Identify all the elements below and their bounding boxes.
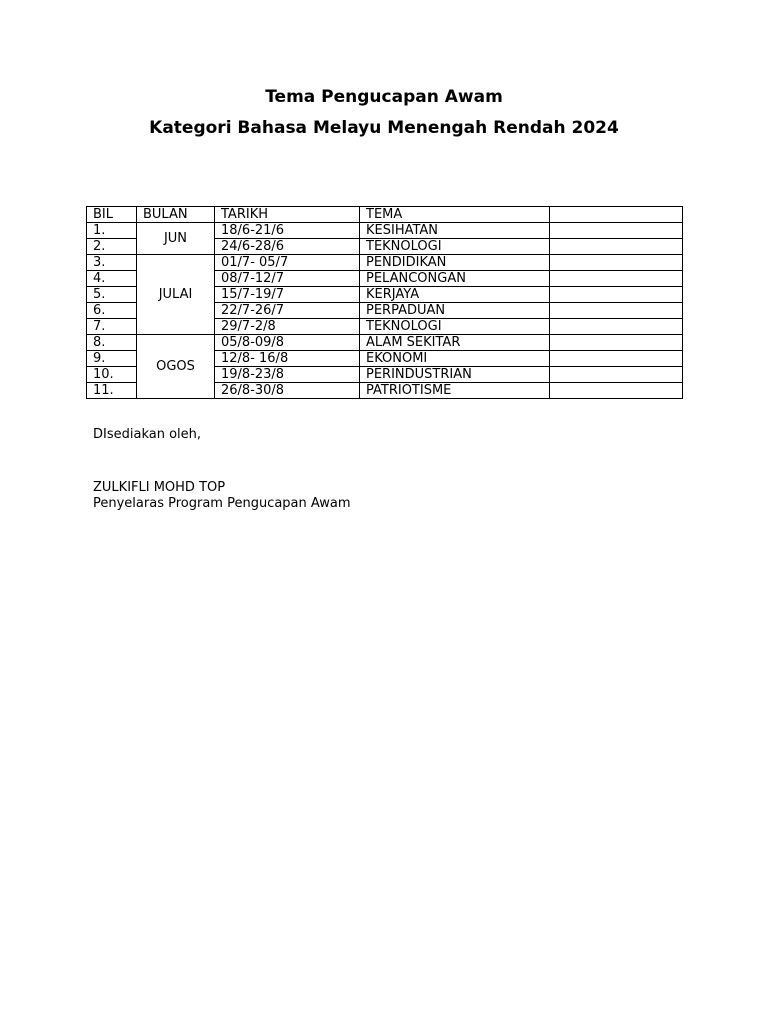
cell-bil: 11. <box>87 383 137 399</box>
header-bulan: BULAN <box>137 207 215 223</box>
document-title: Tema Pengucapan Awam <box>265 87 503 107</box>
cell-bil: 10. <box>87 367 137 383</box>
cell-blank <box>550 223 683 239</box>
cell-month-jun: JUN <box>137 223 215 255</box>
cell-bil: 5. <box>87 287 137 303</box>
signer-role: Penyelaras Program Pengucapan Awam <box>93 496 351 511</box>
cell-bil: 7. <box>87 319 137 335</box>
header-tarikh: TARIKH <box>215 207 360 223</box>
cell-tema: TEKNOLOGI <box>360 319 550 335</box>
cell-blank <box>550 303 683 319</box>
header-blank <box>550 207 683 223</box>
table-row <box>87 223 683 239</box>
cell-tarikh: 12/8- 16/8 <box>215 351 360 367</box>
cell-tema: PENDIDIKAN <box>360 255 550 271</box>
cell-blank <box>550 351 683 367</box>
header-tema: TEMA <box>360 207 550 223</box>
cell-tema: KESIHATAN <box>360 223 550 239</box>
cell-tarikh: 22/7-26/7 <box>215 303 360 319</box>
cell-blank <box>550 255 683 271</box>
table-row <box>87 255 683 271</box>
cell-tarikh: 18/6-21/6 <box>215 223 360 239</box>
cell-blank <box>550 287 683 303</box>
cell-tema: ALAM SEKITAR <box>360 335 550 351</box>
cell-tema: KERJAYA <box>360 287 550 303</box>
cell-bil: 8. <box>87 335 137 351</box>
document-subtitle: Kategori Bahasa Melayu Menengah Rendah 2024 <box>149 118 619 138</box>
cell-tarikh: 05/8-09/8 <box>215 335 360 351</box>
cell-blank <box>550 319 683 335</box>
cell-bil: 4. <box>87 271 137 287</box>
cell-tema: TEKNOLOGI <box>360 239 550 255</box>
cell-tema: EKONOMI <box>360 351 550 367</box>
cell-bil: 9. <box>87 351 137 367</box>
cell-tema: PERINDUSTRIAN <box>360 367 550 383</box>
header-bil: BIL <box>87 207 137 223</box>
cell-bil: 6. <box>87 303 137 319</box>
cell-tarikh: 24/6-28/6 <box>215 239 360 255</box>
theme-schedule-table <box>86 206 683 399</box>
cell-bil: 3. <box>87 255 137 271</box>
cell-tarikh: 19/8-23/8 <box>215 367 360 383</box>
signer-name: ZULKIFLI MOHD TOP <box>93 480 226 495</box>
cell-bil: 2. <box>87 239 137 255</box>
cell-tema: PELANCONGAN <box>360 271 550 287</box>
cell-month-julai: JULAI <box>137 255 215 335</box>
cell-tema: PATRIOTISME <box>360 383 550 399</box>
cell-blank <box>550 239 683 255</box>
cell-blank <box>550 367 683 383</box>
table-row <box>87 335 683 351</box>
cell-tarikh: 15/7-19/7 <box>215 287 360 303</box>
cell-tarikh: 26/8-30/8 <box>215 383 360 399</box>
cell-tarikh: 08/7-12/7 <box>215 271 360 287</box>
cell-tarikh: 01/7- 05/7 <box>215 255 360 271</box>
cell-blank <box>550 271 683 287</box>
cell-tarikh: 29/7-2/8 <box>215 319 360 335</box>
cell-bil: 1. <box>87 223 137 239</box>
cell-month-ogos: OGOS <box>137 335 215 399</box>
cell-tema: PERPADUAN <box>360 303 550 319</box>
cell-blank <box>550 383 683 399</box>
prepared-by-label: DIsediakan oleh, <box>93 427 202 442</box>
cell-blank <box>550 335 683 351</box>
table-header-row <box>87 207 683 223</box>
